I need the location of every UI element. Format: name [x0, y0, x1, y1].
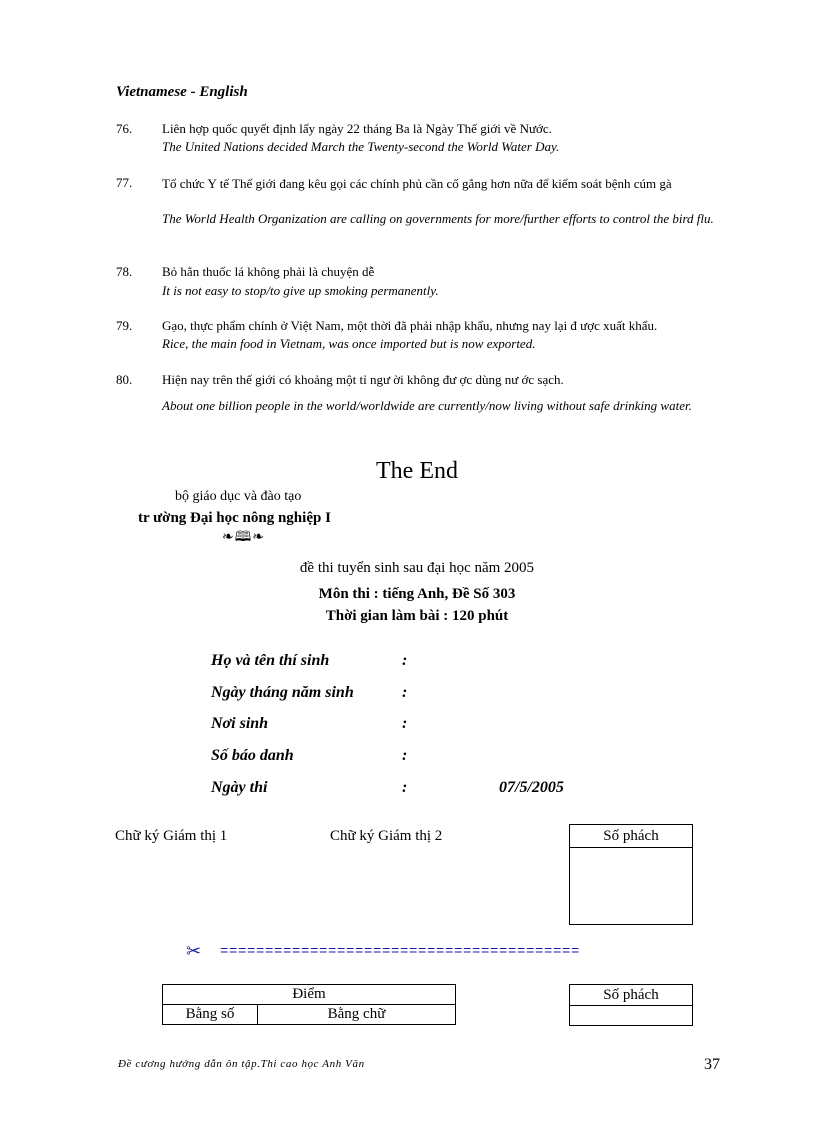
- so-phach-label-bottom: Số phách: [570, 985, 692, 1006]
- field-colon: :: [402, 652, 408, 669]
- item-english: The United Nations decided March the Twenty-second the World Water Day.: [162, 139, 560, 154]
- item-vietnamese: Tổ chức Y tế Thế giới đang kêu gọi các chính phủ cần cố gắng hơn nữa để kiểm soát bệnh cúm gà: [162, 176, 672, 191]
- supervisor-1-signature-label: Chữ ký Giám thị 1: [115, 828, 228, 844]
- item-english: About one billion people in the world/worldwide are currently/now living without safe drinking water.: [162, 398, 692, 413]
- item-english: It is not easy to stop/to give up smoking permanently.: [162, 283, 439, 298]
- item-number: 80.: [116, 372, 133, 387]
- score-in-words-label: Bằng chữ: [258, 1005, 456, 1025]
- item-vietnamese: Hiện nay trên thế giới có khoảng một tỉ ngư ời không đư ợc dùng nư ớc sạch.: [162, 372, 564, 387]
- exam-subject: Môn thi : tiếng Anh, Đề Số 303: [318, 586, 516, 602]
- so-phach-box-bottom: [569, 984, 693, 1026]
- page-number: 37: [704, 1056, 720, 1073]
- exam-date-value: 07/5/2005: [499, 779, 564, 796]
- ornament-icon: ❧🕮❧: [222, 530, 265, 545]
- score-in-numbers-label: Bằng số: [163, 1005, 258, 1025]
- school-name: tr ường Đại học nông nghiệp I: [138, 510, 331, 526]
- exam-duration: Thời gian làm bài : 120 phút: [325, 608, 509, 624]
- item-number: 78.: [116, 264, 133, 279]
- the-end-heading: The End: [376, 458, 458, 484]
- so-phach-box: [569, 824, 693, 925]
- field-colon: :: [402, 684, 408, 701]
- item-vietnamese: Gạo, thực phẩm chính ở Việt Nam, một thời đã phải nhập khẩu, nhưng nay lại đ ược xuất khẩu.: [162, 318, 658, 333]
- item-number: 79.: [116, 318, 133, 333]
- field-label-candidate-number: Số báo danh: [211, 747, 294, 764]
- score-header: Điểm: [163, 985, 456, 1005]
- field-colon: :: [402, 715, 408, 732]
- item-english: The World Health Organization are calling on governments for more/further efforts to control the bird flu.: [162, 211, 714, 226]
- field-label-place-of-birth: Nơi sinh: [211, 715, 269, 732]
- supervisor-2-signature-label: Chữ ký Giám thị 2: [330, 828, 443, 844]
- section-title: Vietnamese - English: [116, 84, 248, 100]
- score-table: [162, 984, 456, 1025]
- item-vietnamese: Liên hợp quốc quyết định lấy ngày 22 tháng Ba là Ngày Thế giới về Nước.: [162, 121, 552, 136]
- field-colon: :: [402, 779, 408, 796]
- scissors-icon: ✂: [186, 941, 202, 961]
- footer-text: Đề cương hướng dẫn ôn tập.Thi cao học Anh Văn: [118, 1058, 365, 1070]
- so-phach-label: Số phách: [570, 825, 692, 848]
- item-english: Rice, the main food in Vietnam, was once imported but is now exported.: [162, 336, 536, 351]
- field-label-exam-date: Ngày thi: [211, 779, 268, 796]
- cut-line: ========================================: [220, 944, 581, 960]
- exam-title: đề thi tuyển sinh sau đại học năm 2005: [299, 560, 535, 576]
- ministry-name: bộ giáo dục và đào tạo: [175, 489, 302, 504]
- field-colon: :: [402, 747, 408, 764]
- item-number: 76.: [116, 121, 133, 136]
- field-label-date-of-birth: Ngày tháng năm sinh: [211, 684, 354, 701]
- item-number: 77.: [116, 175, 133, 190]
- item-vietnamese: Bỏ hẳn thuốc lá không phải là chuyện dễ: [162, 264, 375, 279]
- field-label-full-name: Họ và tên thí sinh: [211, 652, 330, 669]
